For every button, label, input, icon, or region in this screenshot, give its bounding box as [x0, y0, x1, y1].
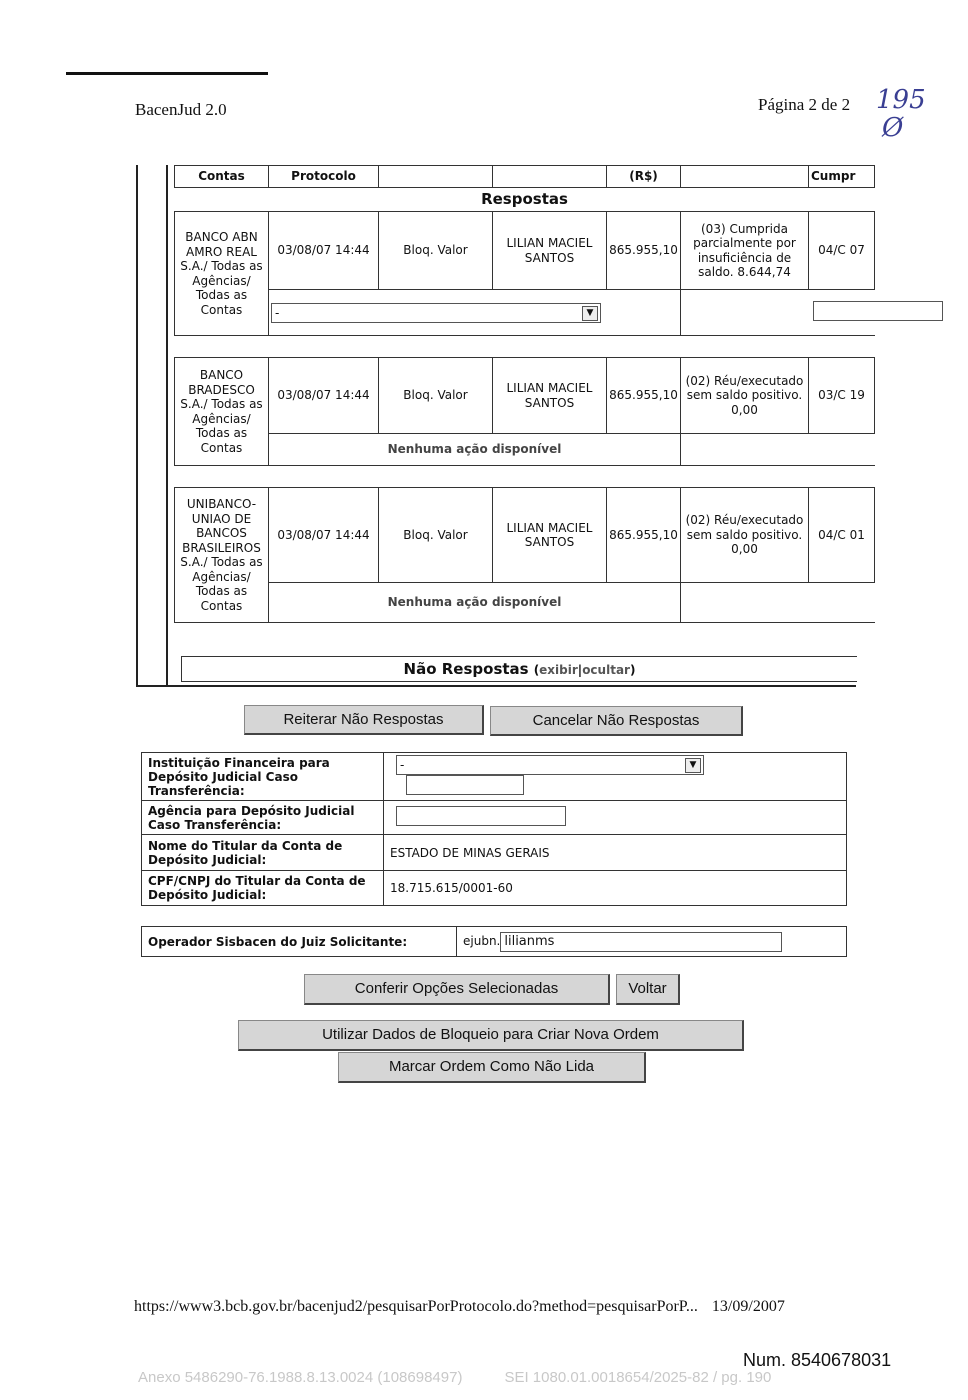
- agencia-cell: [384, 801, 847, 835]
- voltar-button[interactable]: Voltar: [616, 974, 680, 1005]
- date-cell: 03/08/07 14:44: [269, 488, 379, 583]
- action-cell: [269, 290, 681, 336]
- form-row-instituicao: [142, 753, 847, 801]
- table-row-actions: [175, 583, 875, 623]
- conferir-button[interactable]: Conferir Opções Selecionadas: [304, 974, 610, 1005]
- nao-respostas-title: Não Respostas: [403, 660, 529, 678]
- account-cell: BANCO ABN AMRO REAL S.A./ Todas as Agências/ Todas as Contas: [175, 212, 269, 336]
- marcar-button[interactable]: Marcar Ordem Como Não Lida: [338, 1052, 646, 1083]
- date-partial-cell: 04/C 01: [809, 488, 875, 583]
- instituicao-cell: [384, 753, 847, 801]
- col-protocolo: Protocolo: [269, 166, 379, 188]
- no-action-text: Nenhuma ação disponível: [269, 583, 681, 623]
- operador-form: [141, 926, 847, 957]
- footer-url: https://www3.bcb.gov.br/bacenjud2/pesquisarPorProtocolo.do?method=pesquisarPorP... 13/09/2007: [134, 1298, 785, 1315]
- reiterar-button[interactable]: Reiterar Não Respostas: [244, 705, 484, 735]
- date-cell: 03/08/07 14:44: [269, 358, 379, 434]
- type-cell: Bloq. Valor: [379, 488, 493, 583]
- header-row: [175, 166, 875, 188]
- titular-label: Nome do Titular da Conta de Depósito Judicial:: [142, 835, 384, 871]
- col-blank-3: [681, 166, 809, 188]
- form-row-cpf: [142, 871, 847, 906]
- action-input-cell: [681, 290, 875, 336]
- form-row-agencia: [142, 801, 847, 835]
- operador-label: Operador Sisbacen do Juiz Solicitante:: [142, 927, 457, 957]
- frame-left-inner: [166, 165, 168, 687]
- titular-value: ESTADO DE MINAS GERAIS: [384, 835, 847, 871]
- name-cell: LILIAN MACIEL SANTOS: [493, 358, 607, 434]
- handwritten-note: 195 Ø: [876, 85, 926, 143]
- col-blank-2: [493, 166, 607, 188]
- frame-bottom: [136, 685, 856, 687]
- type-cell: Bloq. Valor: [379, 358, 493, 434]
- table-row-actions: [175, 290, 875, 336]
- col-cumpr: Cumpr: [809, 166, 875, 188]
- spacer-row: [175, 623, 875, 641]
- action-input[interactable]: [813, 301, 943, 321]
- form-row-titular: [142, 835, 847, 871]
- date-cell: 03/08/07 14:44: [269, 212, 379, 290]
- value-cell: 865.955,10: [607, 488, 681, 583]
- instituicao-code-input[interactable]: [406, 775, 524, 795]
- instituicao-select[interactable]: - ▼: [396, 755, 704, 775]
- account-cell: BANCO BRADESCO S.A./ Todas as Agências/ Todas as Contas: [175, 358, 269, 466]
- frame-left-outer: [136, 165, 138, 687]
- col-blank-1: [379, 166, 493, 188]
- document-number: Num. 8540678031: [743, 1350, 892, 1370]
- app-title: BacenJud 2.0: [135, 100, 227, 119]
- nao-respostas-bar: Não Respostas (exibir|ocultar): [181, 656, 857, 682]
- value-cell: 865.955,10: [607, 358, 681, 434]
- action-select[interactable]: - ▼: [271, 303, 601, 323]
- section-title: Respostas: [481, 190, 568, 209]
- form-row-operador: [142, 927, 847, 957]
- operador-input[interactable]: lilianms: [500, 932, 782, 952]
- cpf-label: CPF/CNPJ do Titular da Conta de Depósito Judicial:: [142, 871, 384, 906]
- utilizar-button[interactable]: Utilizar Dados de Bloqueio para Criar Nova Ordem: [238, 1020, 744, 1051]
- section-title-row: [175, 188, 875, 212]
- table-row: [175, 488, 875, 583]
- agencia-label: Agência para Depósito Judicial Caso Transferência:: [142, 801, 384, 835]
- operador-cell: [457, 927, 847, 957]
- response-cell: (02) Réu/executado sem saldo positivo. 0,00: [681, 358, 809, 434]
- account-cell: UNIBANCO-UNIAO DE BANCOS BRASILEIROS S.A./ Todas as Agências/ Todas as Contas: [175, 488, 269, 623]
- date-partial-cell: 03/C 19: [809, 358, 875, 434]
- chevron-down-icon: ▼: [582, 306, 598, 321]
- instituicao-label: Instituição Financeira para Depósito Judicial Caso Transferência:: [142, 753, 384, 801]
- spacer-row: [175, 466, 875, 488]
- spacer-row: [175, 336, 875, 358]
- name-cell: LILIAN MACIEL SANTOS: [493, 488, 607, 583]
- top-rule: [66, 72, 268, 75]
- results-panel: [174, 165, 865, 641]
- exibir-link[interactable]: exibir: [539, 663, 578, 677]
- ocultar-link[interactable]: ocultar: [582, 663, 630, 677]
- annex-line: Anexo 5486290-76.1988.8.13.0024 (108698497) SEI 1080.01.0018654/2025-82 / pg. 190: [138, 1369, 772, 1386]
- col-valor: (R$): [607, 166, 681, 188]
- chevron-down-icon: ▼: [685, 758, 701, 773]
- operador-prefix: ejubn.: [463, 933, 501, 948]
- no-action-text: Nenhuma ação disponível: [269, 434, 681, 466]
- col-contas: Contas: [175, 166, 269, 188]
- table-row: [175, 212, 875, 290]
- deposit-form: [141, 752, 847, 906]
- page-indicator: Página 2 de 2: [758, 95, 851, 114]
- table-row: [175, 358, 875, 434]
- results-table: [174, 165, 875, 641]
- value-cell: 865.955,10: [607, 212, 681, 290]
- response-cell: (02) Réu/executado sem saldo positivo. 0,00: [681, 488, 809, 583]
- cpf-value: 18.715.615/0001-60: [384, 871, 847, 906]
- agencia-input[interactable]: [396, 806, 566, 826]
- type-cell: Bloq. Valor: [379, 212, 493, 290]
- name-cell: LILIAN MACIEL SANTOS: [493, 212, 607, 290]
- response-cell: (03) Cumprida parcialmente por insuficiência de saldo. 8.644,74: [681, 212, 809, 290]
- date-partial-cell: 04/C 07: [809, 212, 875, 290]
- table-row-actions: [175, 434, 875, 466]
- cancelar-button[interactable]: Cancelar Não Respostas: [490, 706, 743, 736]
